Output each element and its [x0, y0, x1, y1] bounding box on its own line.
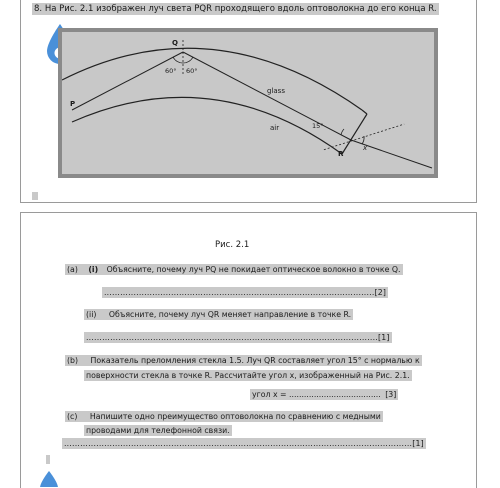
part-a-i-label: (i): [88, 265, 99, 274]
part-b-text-1: Показатель преломления стекла 1.5. Луч QR составляет угол 15° с нормалью к: [90, 356, 420, 365]
part-b-label: (b): [67, 356, 79, 365]
part-b-line2: [84, 370, 412, 381]
part-a-i: [65, 264, 403, 275]
part-c-mark: [1]: [412, 439, 424, 448]
part-b-text-2: поверхности стекла в точке R. Рассчитайте угол x, изображенный на Рис. 2.1.: [86, 371, 410, 380]
part-b-line1: [65, 355, 422, 366]
figure-caption: Рис. 2.1: [215, 240, 250, 250]
left-mark: [32, 192, 38, 200]
part-a-ii: [84, 309, 353, 320]
part-c-text-2: проводами для телефонной связи.: [86, 426, 230, 435]
label-q: Q: [172, 39, 178, 47]
label-angle-15: 15°: [312, 122, 324, 130]
part-c-line1: [65, 411, 383, 422]
label-r: R: [338, 150, 344, 158]
part-a-i-mark: [2]: [374, 288, 387, 297]
part-a-ii-text: Объясните, почему луч QR меняет направление в точке R.: [108, 310, 352, 319]
label-x: x: [363, 144, 368, 152]
part-b-answer[interactable]: [250, 389, 398, 400]
part-a-i-text: Объясните, почему луч PQ не покидает оптическое волокно в точке Q.: [106, 265, 401, 274]
left-mark-bottom: [46, 455, 50, 464]
question-number: 8.: [34, 4, 43, 14]
part-a-i-answer-line[interactable]: [102, 287, 388, 298]
part-c-line2: [84, 425, 232, 436]
fiber-diagram: [62, 32, 434, 174]
label-angle-left: 60°: [165, 67, 177, 75]
part-a-ii-label: (ii): [86, 310, 97, 319]
part-c-text-1: Напишите одно преимущество оптоволокна по сравнению с медными: [89, 412, 381, 421]
part-c-dots: ..................................................................................................................................: [64, 439, 413, 448]
question-intro: На Рис. 2.1 изображен луч света PQR проходящего вдоль оптоволокна до его конца R.: [44, 4, 437, 14]
part-a-i-dots: .....................................................................................................: [104, 288, 375, 297]
part-b-mark: [3]: [385, 390, 397, 399]
label-glass: glass: [267, 87, 285, 95]
part-a-ii-mark: [1]: [377, 333, 390, 342]
part-a-ii-dots: .............................................................................................................: [86, 333, 378, 342]
drop-icon-bottom[interactable]: [38, 470, 60, 487]
question-title: [32, 3, 439, 15]
label-angle-right: 60°: [186, 67, 198, 75]
label-p: P: [70, 100, 76, 108]
part-c-label: (c): [67, 412, 78, 421]
figure-2-1: [58, 28, 438, 178]
label-air: air: [270, 124, 280, 132]
part-a-ii-answer-line[interactable]: [84, 332, 392, 343]
part-c-answer-line[interactable]: [62, 438, 426, 449]
part-b-answer-label: угол x = .....................................: [252, 390, 381, 399]
part-a-label: (a): [67, 265, 78, 274]
